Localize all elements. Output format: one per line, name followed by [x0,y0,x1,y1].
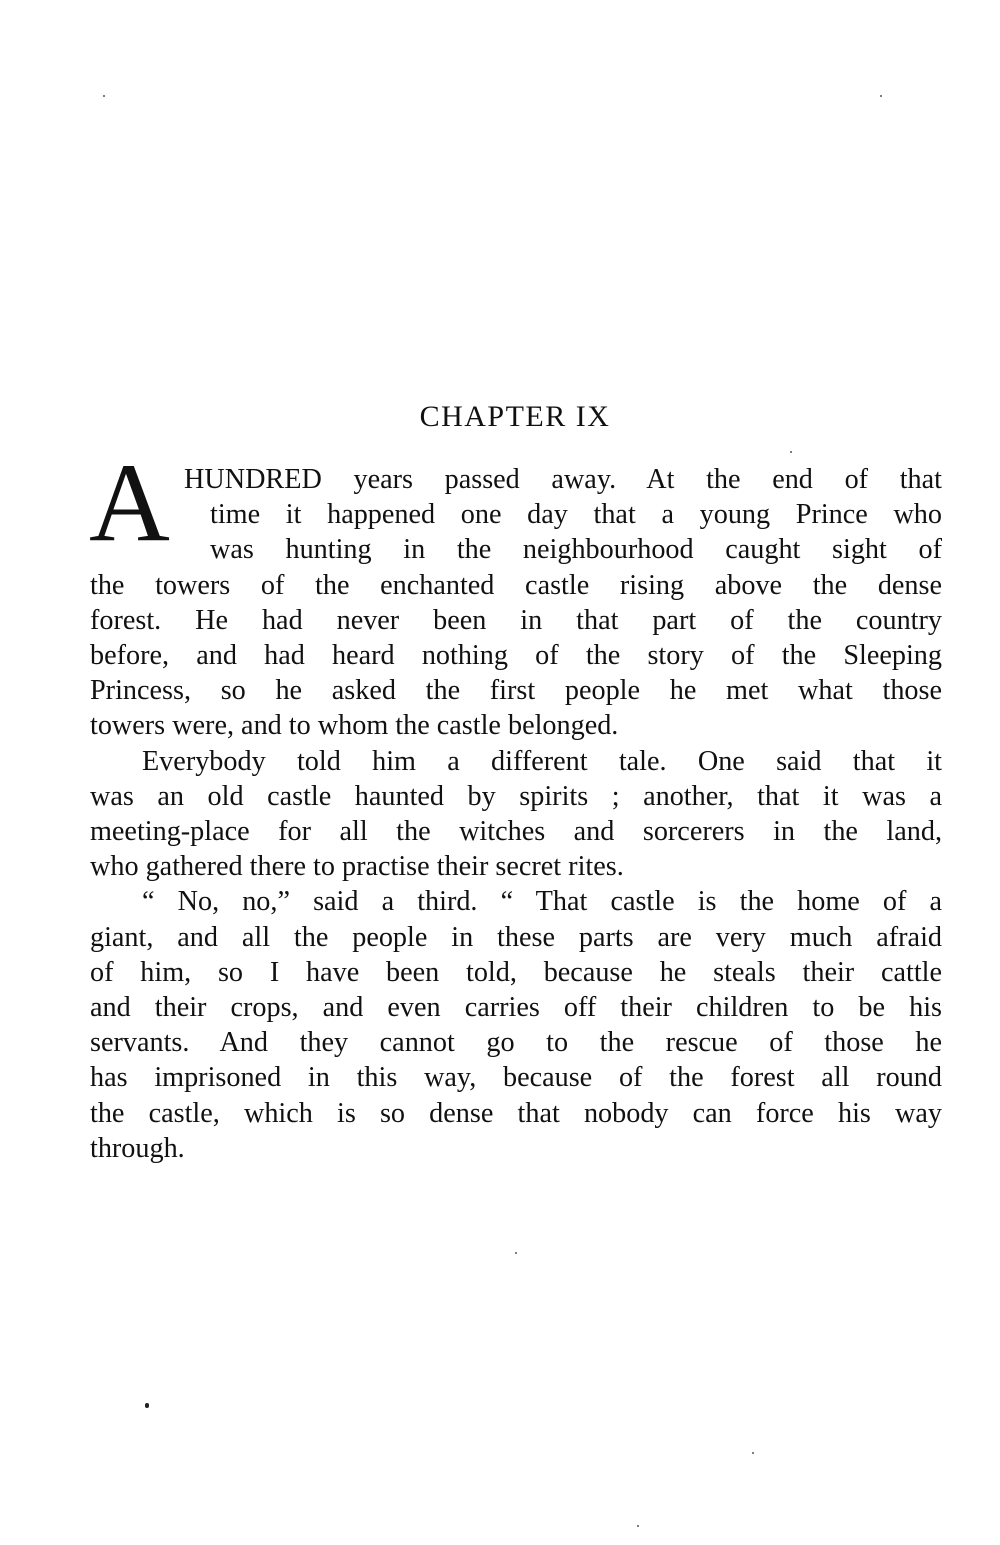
paragraph-2-line-3: meeting-place for all the witches and sorcerers in the land, [90,816,942,848]
paragraph-1-line-8: towers were, and to whom the castle belonged. [90,710,619,742]
paragraph-3-line-2: giant, and all the people in these parts are very much afraid [90,921,942,953]
paragraph-1-line-1: HUNDRED years passed away. At the end of that [184,464,942,495]
scan-speck [790,451,792,453]
paragraph-1-line-3: was hunting in the neighbourhood caught sight of [210,534,942,566]
paragraph-3-line-4: and their crops, and even carries off their children to be his [90,992,942,1024]
paragraph-1-line-5: forest. He had never been in that part of the country [90,604,942,636]
paragraph-3-line-7: the castle, which is so dense that nobody can force his way [90,1097,942,1129]
chapter-body [89,441,942,1166]
paragraph-3-line-6: has imprisoned in this way, because of the forest all round [90,1062,942,1094]
paragraph-3-line-5: servants. And they cannot go to the rescue of those he [90,1027,942,1059]
scan-speck [880,95,882,97]
paragraph-3-line-3: of him, so I have been told, because he steals their cattle [90,956,942,988]
scan-speck [103,95,105,97]
paragraph-1-line-7: Princess, so he asked the first people he met what those [90,675,942,707]
scan-speck [752,1452,754,1454]
paragraph-2-line-2: was an old castle haunted by spirits ; another, that it was a [90,780,942,812]
paragraph-2-line-1: Everybody told him a different tale. One said that it [142,745,942,777]
paragraph-2-line-4: who gathered there to practise their secret rites. [90,851,624,883]
scan-speck [145,1403,149,1408]
paragraph-3-line-1: “ No, no,” said a third. “ That castle is the home of a [142,886,942,918]
paragraph-1-line-4: the towers of the enchanted castle rising above the dense [90,569,942,601]
paragraph-3-line-8: through. [90,1132,185,1164]
chapter-heading: CHAPTER IX [419,400,611,433]
paragraph-1-line-2: time it happened one day that a young Prince who [210,499,942,531]
scan-speck [515,1252,517,1254]
paragraph-1-line-6: before, and had heard nothing of the story of the Sleeping [90,640,942,672]
drop-cap: A [89,441,170,565]
scan-speck [637,1525,639,1527]
